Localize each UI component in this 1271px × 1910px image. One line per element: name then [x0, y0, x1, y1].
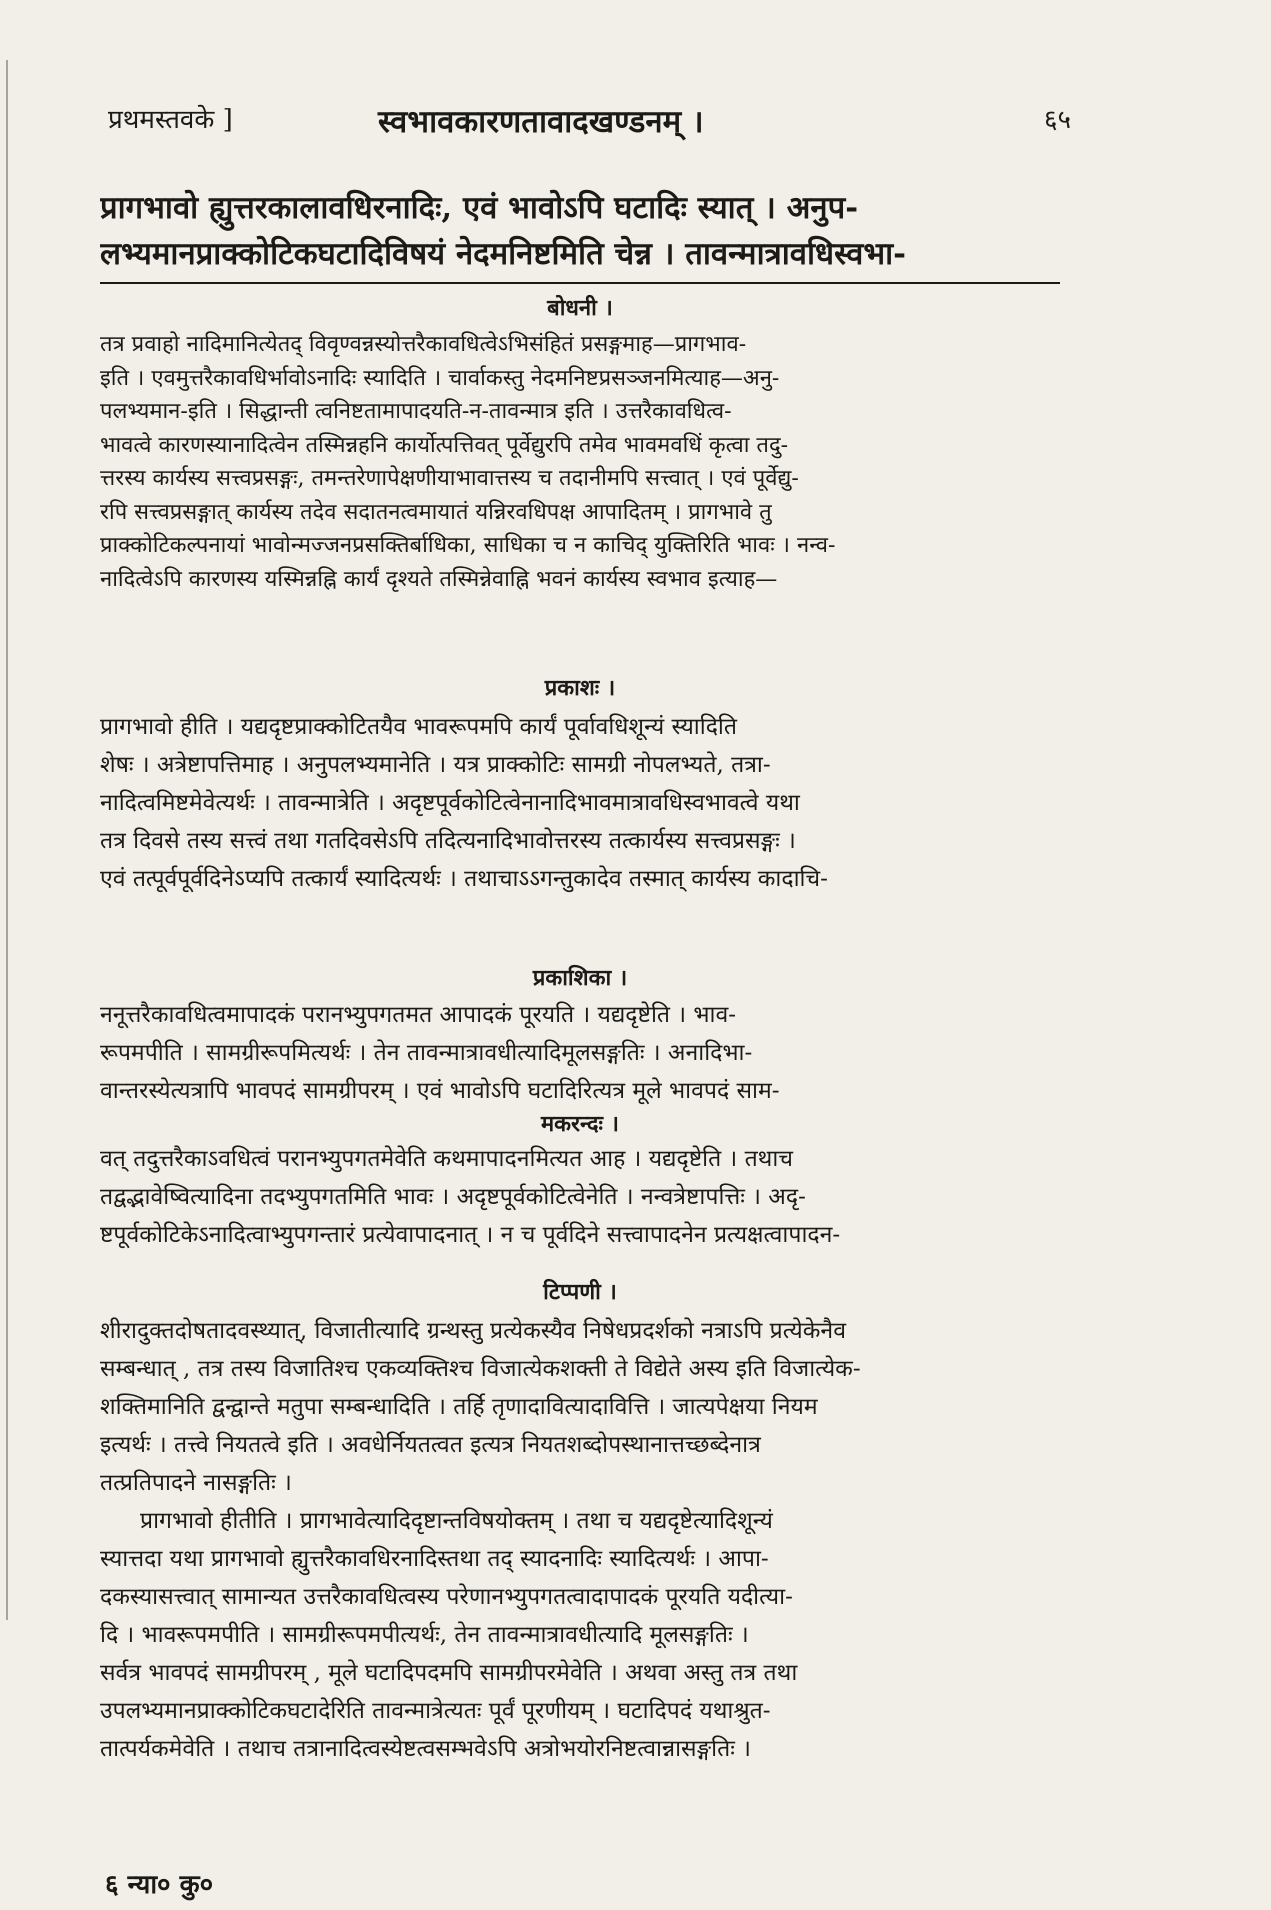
tippani-line: दकस्यासत्त्वात् सामान्यत उत्तरैकावधित्वस्य परेणानभ्युपगतत्वादापादकं पूरयति यदीत्या- — [100, 1584, 793, 1610]
running-header — [108, 100, 1071, 150]
bodhini-line: रपि सत्त्वप्रसङ्गात् कार्यस्य तदेव सदातनत्वमायातं यन्निरवधिपक्ष आपादितम् । प्रागभावे तु — [100, 499, 772, 525]
tippani-text — [100, 1312, 1060, 1768]
prakashika-title: प्रकाशिका । — [532, 965, 628, 991]
bodhini-text — [100, 328, 1060, 596]
signature-mark: ६ न्या० कु० — [105, 1870, 214, 1900]
tippani-line: सर्वत्र भावपदं सामग्रीपरम् , मूले घटादिपदमपि सामग्रीपरमेवेति । अथवा अस्तु तत्र तथा — [100, 1660, 798, 1686]
prakasha-line: नादित्वमिष्टमेवेत्यर्थः । तावन्मात्रेति । अदृष्टपूर्वकोटित्वेनानादिभावमात्रावधिस्वभावत्वे यथा — [100, 790, 800, 816]
tippani-line: इत्यर्थः । तत्त्वे नियतत्वे इति । अवधेर्नियतत्वत इत्यत्र नियतशब्दोपस्थानात्तच्छब्देनात्र — [100, 1432, 761, 1458]
tippani-title: टिप्पणी । — [543, 1279, 617, 1305]
tippani-line: स्यात्तदा यथा प्रागभावो ह्युत्तरैकावधिरनादिस्तथा तद् स्यादनादिः स्यादित्यर्थः । आपा- — [100, 1546, 769, 1572]
bodhini-line: पलभ्यमान-इति । सिद्धान्ती त्वनिष्टतामापादयति-न-तावन्मात्र इति । उत्तरैकावधित्व- — [100, 399, 732, 424]
tippani-line: तात्पर्यकमेवेति । तथाच तत्रानादित्वस्येष्टत्वसम्भवेऽपि अत्रोभयोरनिष्टत्वान्नासङ्गतिः । — [100, 1736, 751, 1762]
makaranda-line: ष्टपूर्वकोटिकेऽनादित्वाभ्युपगन्तारं प्रत्येवापादनात् । न च पूर्वदिने सत्त्वापादनेन प्रत्यक्षत्वापादन- — [100, 1222, 841, 1248]
mula-text — [100, 185, 1060, 277]
bodhini-line: त्तरस्य कार्यस्य सत्त्वप्रसङ्गः, तमन्तरेणापेक्षणीयाभावात्तस्य च तदानीमपि सत्त्वात् । एवं पूर्वेद्यु- — [100, 466, 799, 491]
tippani-line: प्रागभावो हीतीति । प्रागभावेत्यादिदृष्टान्तविषयोक्तम् । तथा च यद्यदृष्टेत्यादिशून्यं — [140, 1508, 773, 1534]
makaranda-line: वत् तदुत्तरैकाऽवधित्वं परानभ्युपगतमेवेति कथमापादनमित्यत आह । यद्यदृष्टेति । तथाच — [100, 1146, 793, 1172]
prakashika-text — [100, 996, 1060, 1110]
prakasha-line: तत्र दिवसे तस्य सत्त्वं तथा गतदिवसेऽपि तदित्यनादिभावोत्तरस्य तत्कार्यस्य सत्त्वप्रसङ्गः । — [100, 828, 796, 854]
tippani-line: सम्बन्धात् , तत्र तस्य विजातिश्च एकव्यक्तिश्च विजात्येकशक्ती ते विद्येते अस्य इति विजात्येक- — [100, 1356, 861, 1382]
tippani-line: शक्तिमानिति द्वन्द्वान्ते मतुपा सम्बन्धादिति । तर्हि तृणादावित्यादावित्ति । जात्यपेक्षया नियम — [100, 1394, 818, 1420]
makaranda-title: मकरन्दः । — [541, 1111, 619, 1137]
page-number: ६५ — [1043, 105, 1071, 135]
bodhini-title: बोधनी । — [547, 295, 613, 321]
tippani-line: दि । भावरूपमपीति । सामग्रीरूपमपीत्यर्थः, तेन तावन्मात्रावधीत्यादि मूलसङ्गतिः । — [100, 1622, 749, 1648]
prakasha-title: प्रकाशः । — [544, 675, 616, 701]
prakashika-line: वान्तरस्येत्यत्रापि भावपदं सामग्रीपरम् । एवं भावोऽपि घटादिरित्यत्र मूले भावपदं साम- — [100, 1078, 780, 1104]
prakashika-line: रूपमपीति । सामग्रीरूपमित्यर्थः । तेन तावन्मात्रावधीत्यादिमूलसङ्गतिः । अनादिभा- — [100, 1040, 753, 1066]
prakasha-line: एवं तत्पूर्वपूर्वदिनेऽप्यपि तत्कार्यं स्यादित्यर्थः । तथाचाऽऽगन्तुकादेव तस्मात् कार्यस्य कादाचि- — [100, 866, 828, 892]
makaranda-text — [100, 1140, 1060, 1254]
binding-edge — [6, 60, 8, 1620]
tippani-line: शीरादुक्तदोषतादवस्थ्यात्, विजातीत्यादि ग्रन्थस्तु प्रत्येकस्यैव निषेधप्रदर्शको नत्राऽपि प्रत्येकेनैव — [100, 1318, 846, 1344]
header-left: प्रथमस्तवके ] — [108, 105, 233, 135]
prakasha-line: शेषः । अत्रेष्टापत्तिमाह । अनुपलभ्यमानेति । यत्र प्राक्कोटिः सामग्री नोपलभ्यते, तत्रा- — [100, 752, 771, 778]
bodhini-line: नादित्वेऽपि कारणस्य यस्मिन्नह्नि कार्यं दृश्यते तस्मिन्नेवाह्नि भवनं कार्यस्य स्वभाव इत्याह— — [100, 566, 778, 592]
mula-line: लभ्यमानप्राक्कोटिकघटादिविषयं नेदमनिष्टमिति चेन्न । तावन्मात्रावधिस्वभा- — [100, 236, 907, 272]
prakasha-line: प्रागभावो हीति । यद्यदृष्टप्राक्कोटितयैव भावरूपमपि कार्यं पूर्वावधिशून्यं स्यादिति — [100, 714, 737, 740]
makaranda-line: तद्वद्भावेष्वित्यादिना तदभ्युपगतमिति भावः । अदृष्टपूर्वकोटित्वेनेति । नन्वत्रेष्टापत्तिः । अदृ- — [100, 1184, 806, 1210]
tippani-line: उपलभ्यमानप्राक्कोटिकघटादेरिति तावन्मात्रेत्यतः पूर्वं पूरणीयम् । घटादिपदं यथाश्रुत- — [100, 1698, 771, 1724]
prakasha-text — [100, 708, 1060, 898]
bodhini-line: प्राक्कोटिकल्पनायां भावोन्मज्जनप्रसक्तिर्बाधिका, साधिका च न काचिद् युक्तिरिति भावः । नन्व- — [100, 533, 836, 558]
bodhini-line: इति । एवमुत्तरैकावधिर्भावोऽनादिः स्यादिति । चार्वाकस्तु नेदमनिष्टप्रसञ्जनमित्याह—अनु- — [100, 365, 780, 391]
tippani-line: तत्प्रतिपादने नासङ्गतिः । — [100, 1470, 292, 1496]
mula-line: प्रागभावो ह्युत्तरकालावधिरनादिः, एवं भावोऽपि घटादिः स्यात् । अनुप- — [100, 190, 859, 226]
section-divider — [100, 282, 1060, 284]
prakashika-line: ननूत्तरैकावधित्वमापादकं परानभ्युपगतमत आपादकं पूरयति । यद्यदृष्टेति । भाव- — [100, 1002, 737, 1028]
header-title: स्वभावकारणतावादखण्डनम् । — [378, 104, 704, 140]
bodhini-line: भावत्वे कारणस्यानादित्वेन तस्मिन्नहनि कार्योत्पत्तिवत् पूर्वेद्युरपि तमेव भावमवधिं कृत्वा तदु- — [100, 432, 789, 458]
bodhini-line: तत्र प्रवाहो नादिमानित्येतद् विवृण्वन्नस्योत्तरैकावधित्वेऽभिसंहितं प्रसङ्गमाह—प्रागभाव- — [100, 332, 747, 357]
